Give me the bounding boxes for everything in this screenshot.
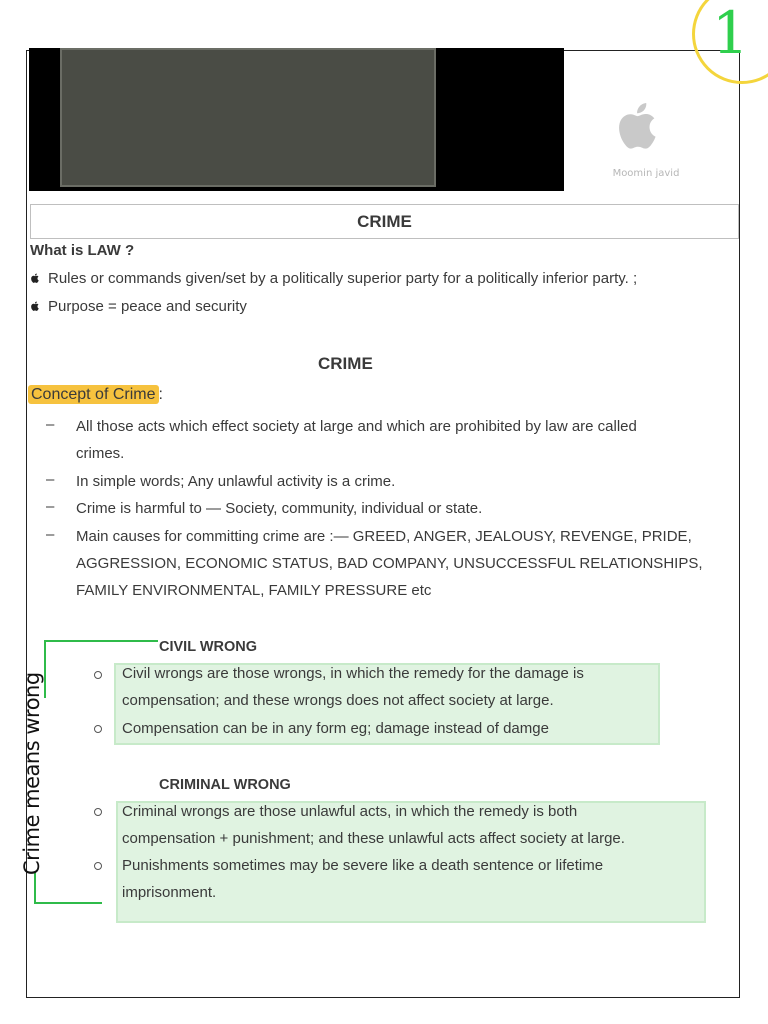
apple-bullet-icon [30, 272, 41, 284]
bracket-bottom [34, 902, 102, 904]
law-point: Rules or commands given/set by a politically superior party for a politically inferior party. ; [48, 270, 638, 287]
civil-point-line: Compensation can be in any form eg; damage instead of damge [122, 720, 549, 737]
concept-point-line: crimes. [76, 445, 125, 462]
concept-label-highlight: Concept of Crime [28, 385, 159, 404]
criminal-point-line: imprisonment. [122, 884, 217, 901]
dash-bullet: – [46, 471, 55, 488]
circle-bullet [94, 808, 102, 816]
document-title: CRIME [30, 204, 739, 239]
law-question: What is LAW ? [30, 242, 135, 259]
concept-point-line: All those acts which effect society at large and which are prohibited by law are called [76, 418, 637, 435]
concept-point-line: In simple words; Any unlawful activity is a crime. [76, 473, 396, 490]
circle-bullet [94, 671, 102, 679]
concept-point-line: Crime is harmful to — Society, community, individual or state. [76, 500, 483, 517]
page-number: 1 [712, 0, 749, 67]
side-note: Crime means wrong [20, 672, 44, 875]
concept-point-line: AGGRESSION, ECONOMIC STATUS, BAD COMPANY, UNSUCCESSFUL RELATIONSHIPS, [76, 555, 703, 572]
civil-point-line: Civil wrongs are those wrongs, in which the remedy for the damage is [122, 665, 584, 682]
concept-colon: : [158, 386, 163, 403]
author-name: Moomin javid [612, 168, 680, 179]
bracket-lower-vertical [34, 872, 36, 904]
criminal-point-line: Criminal wrongs are those unlawful acts, in which the remedy is both [122, 803, 578, 820]
criminal-wrong-heading: CRIMINAL WRONG [159, 777, 291, 793]
criminal-point-line: Punishments sometimes may be severe like a death sentence or lifetime [122, 857, 604, 874]
dash-bullet: – [46, 498, 55, 515]
concept-heading [28, 386, 163, 404]
civil-point-line: compensation; and these wrongs does not affect society at large. [122, 692, 554, 709]
circle-bullet [94, 862, 102, 870]
concept-point-line: Main causes for committing crime are :— GREED, ANGER, JEALOUSY, REVENGE, PRIDE, [76, 528, 692, 545]
concept-point-line: FAMILY ENVIRONMENTAL, FAMILY PRESSURE etc [76, 582, 432, 599]
apple-bullet-icon [30, 300, 41, 312]
dash-bullet: – [46, 526, 55, 543]
apple-logo-icon [614, 96, 666, 154]
bracket-top [44, 640, 158, 642]
law-point: Purpose = peace and security [48, 298, 247, 315]
dash-bullet: – [46, 416, 55, 433]
bracket-upper-vertical [44, 640, 46, 698]
criminal-point-line: compensation + punishment; and these unlawful acts affect society at large. [122, 830, 625, 847]
circle-bullet [94, 725, 102, 733]
header-image-panel [60, 48, 436, 187]
civil-wrong-heading: CIVIL WRONG [159, 639, 258, 655]
crime-heading: CRIME [318, 354, 373, 373]
